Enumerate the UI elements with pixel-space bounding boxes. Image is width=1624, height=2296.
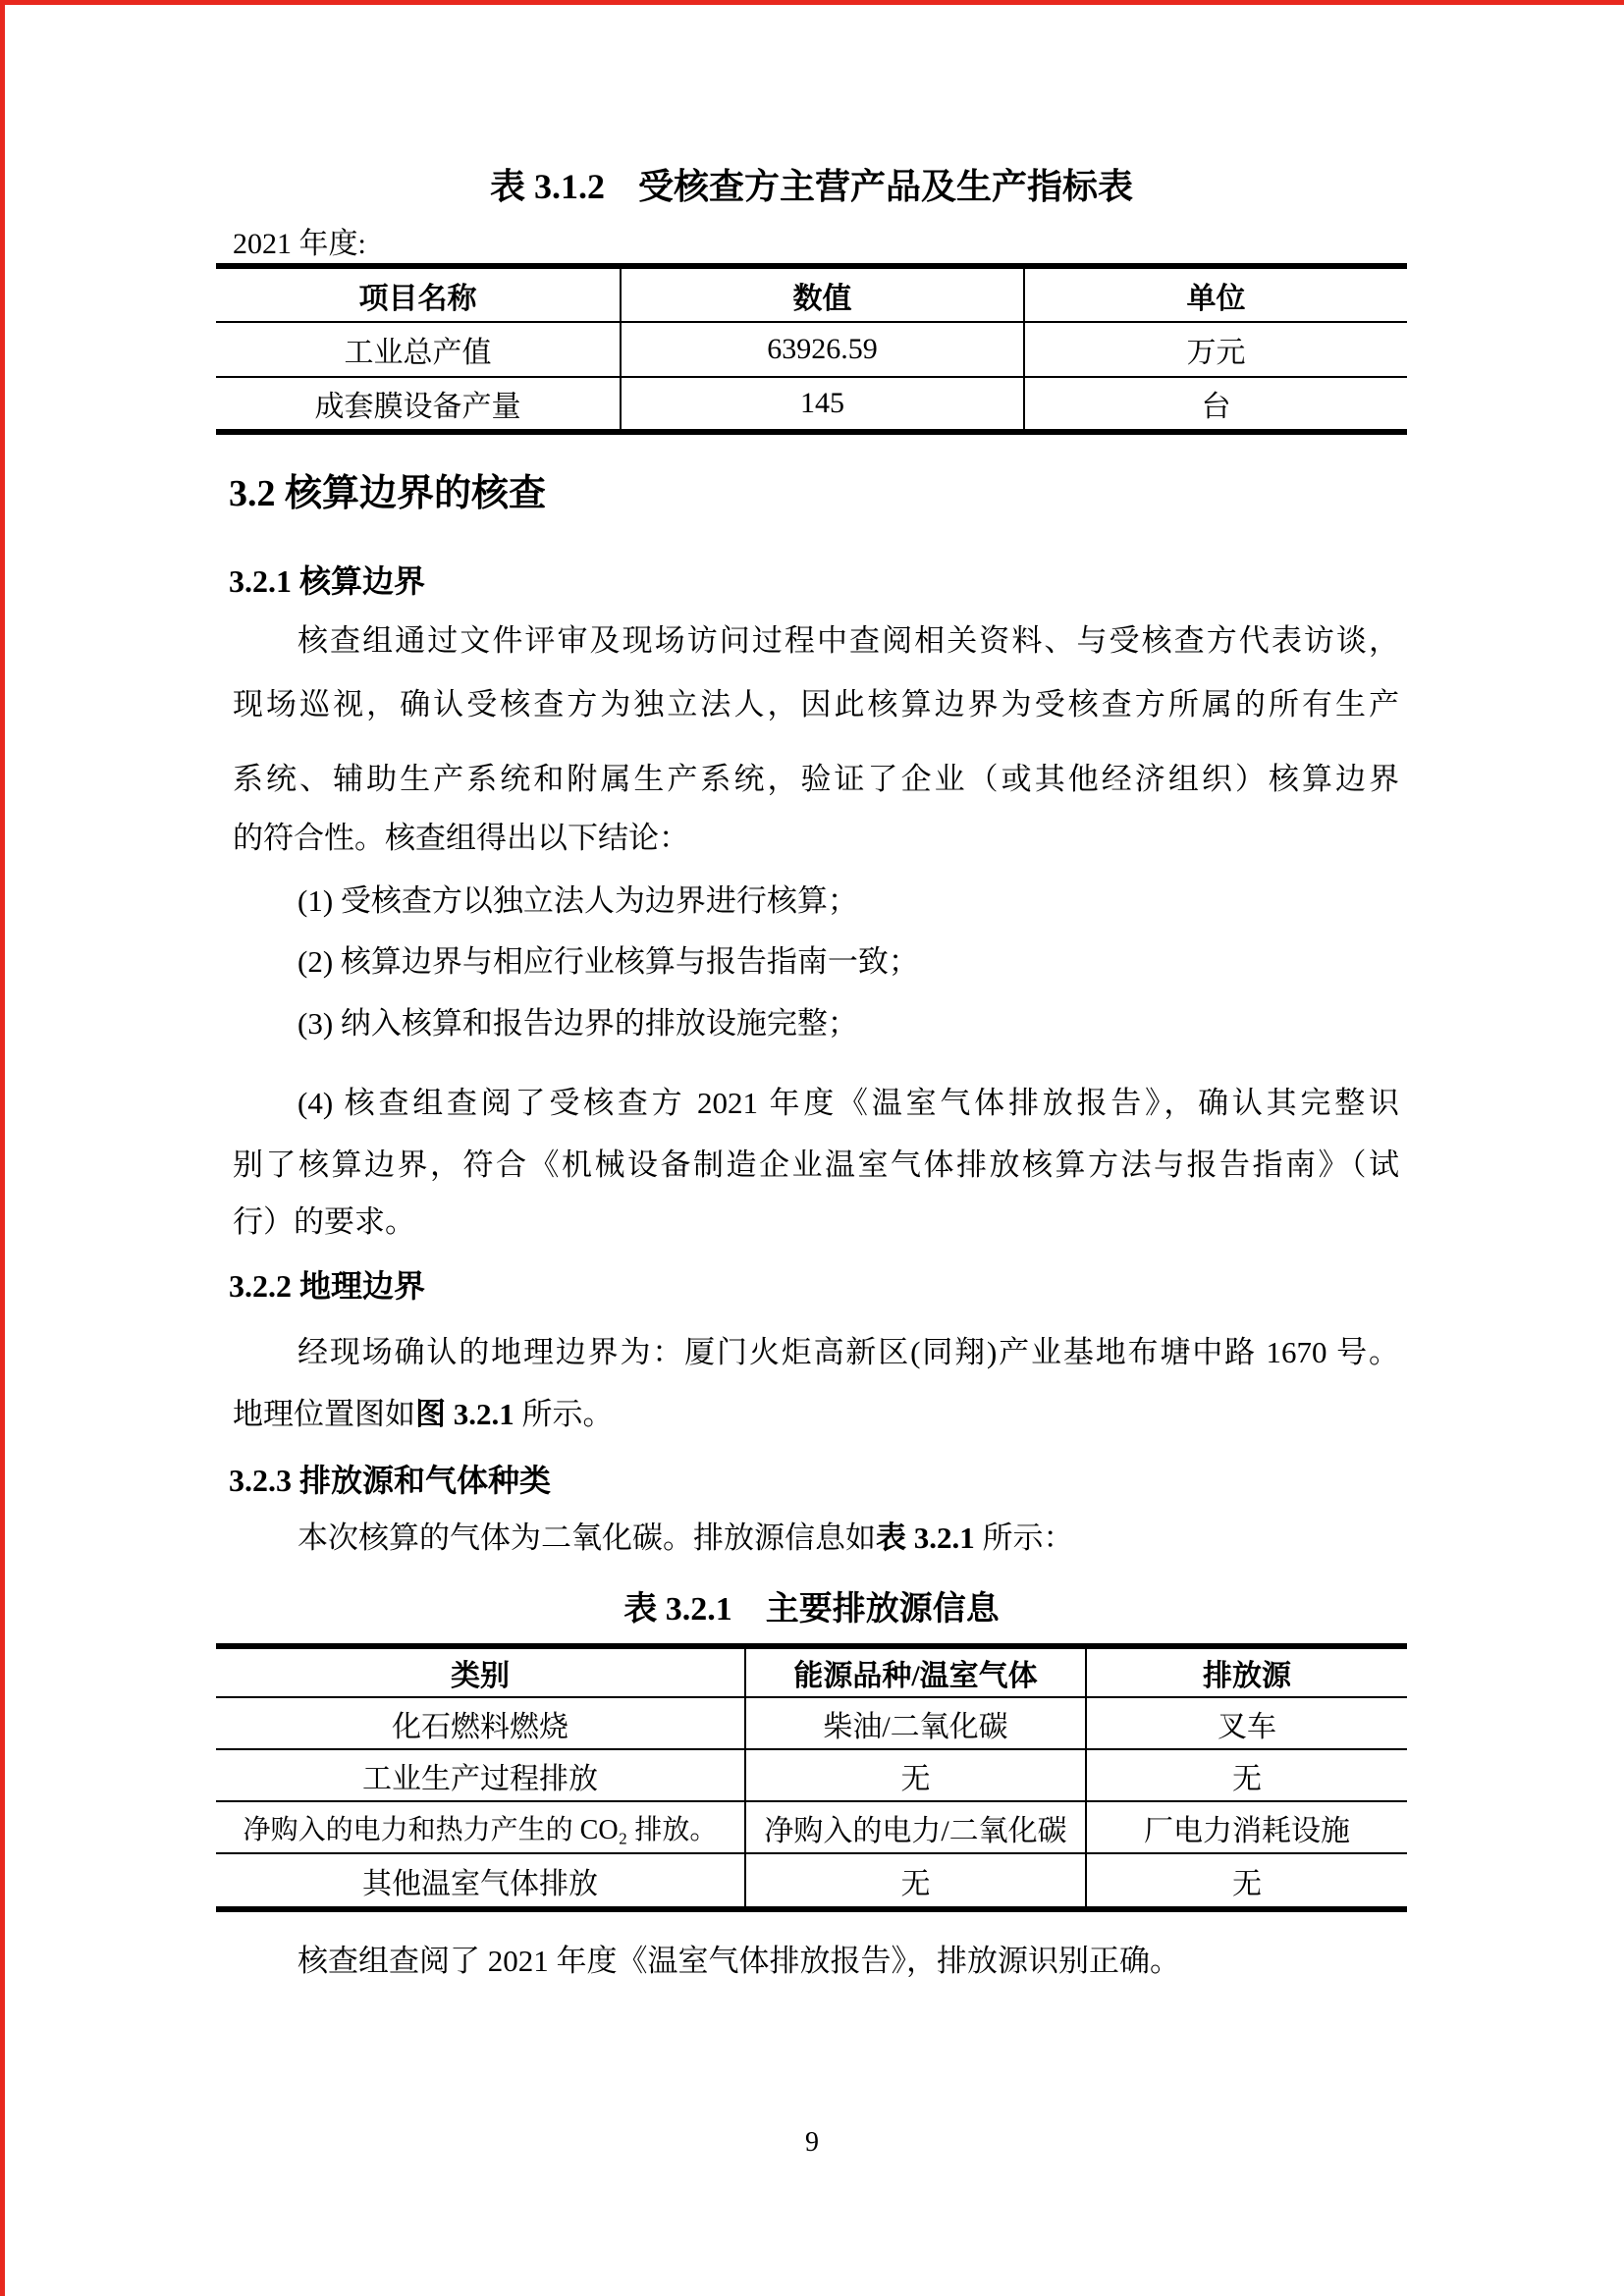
cell: 叉车 — [1086, 1697, 1407, 1749]
table-3-1-2-caption — [216, 165, 1407, 208]
paragraph-line: 的符合性。核查组得出以下结论： — [233, 821, 689, 855]
cell: 其他温室气体排放 — [216, 1853, 745, 1909]
cell: 工业生产过程排放 — [216, 1749, 745, 1801]
table-row — [216, 377, 1407, 432]
list-item-4-line-3: 行）的要求。 — [233, 1204, 415, 1239]
page-number: 9 — [805, 2127, 819, 2158]
column-header: 能源品种/温室气体 — [745, 1646, 1086, 1697]
cell: 万元 — [1024, 322, 1407, 377]
paragraph-line: 现场巡视，确认受核查方为独立法人，因此核算边界为受核查方所属的所有生产 — [233, 687, 1399, 721]
table-3-2-1 — [216, 1643, 1407, 1912]
paragraph-line — [233, 1395, 614, 1434]
red-top-edge-line — [0, 0, 1624, 5]
text-segment: 地理位置图如 — [233, 1397, 415, 1431]
table-3-2-1-caption-title: 主要排放源信息 — [765, 1591, 1000, 1628]
cell: 无 — [745, 1749, 1086, 1801]
paragraph-line: 核查组通过文件评审及现场访问过程中查阅相关资料、与受核查方代表访谈， — [298, 623, 1399, 658]
table-reference: 表 3.2.1 — [876, 1521, 975, 1555]
list-item-1: (1) 受核查方以独立法人为边界进行核算； — [298, 883, 858, 918]
text-segment: 所示。 — [514, 1397, 614, 1431]
table-3-1-2-caption-number: 表 3.1.2 — [489, 167, 605, 206]
cell: 化石燃料燃烧 — [216, 1697, 745, 1749]
closing-paragraph: 核查组查阅了 2021 年度《温室气体排放报告》，排放源识别正确。 — [298, 1944, 1180, 1978]
table-3-2-1-caption-number: 表 3.2.1 — [623, 1591, 732, 1628]
list-item-3: (3) 纳入核算和报告边界的排放设施完整； — [298, 1006, 858, 1041]
cell: 台 — [1201, 391, 1231, 423]
table-row — [216, 1749, 1407, 1801]
table-header-row — [216, 1646, 1407, 1697]
text-segment: 本次核算的气体为二氧化碳。排放源信息如 — [298, 1521, 876, 1555]
section-heading-3-2-2: 3.2.2 地理边界 — [229, 1268, 426, 1304]
cell: 成套膜设备产量 — [216, 377, 621, 432]
table-row — [216, 1801, 1407, 1853]
paragraph-line — [298, 1519, 1074, 1558]
column-header: 类别 — [216, 1646, 745, 1697]
cell: 无 — [745, 1853, 1086, 1909]
cell: 柴油/二氧化碳 — [745, 1697, 1086, 1749]
table-3-2-1-caption — [216, 1588, 1407, 1631]
column-header: 数值 — [621, 266, 1024, 322]
cell: 净购入的电力/二氧化碳 — [745, 1801, 1086, 1853]
table-row — [216, 1853, 1407, 1909]
cell: 工业总产值 — [216, 322, 621, 377]
column-header: 排放源 — [1086, 1646, 1407, 1697]
table-row — [216, 322, 1407, 377]
cell: 无 — [1232, 1867, 1262, 1900]
cell: 净购入的电力和热力产生的 CO₂ 排放。 — [216, 1801, 745, 1853]
table-3-1-2-caption-title: 受核查方主营产品及生产指标表 — [638, 167, 1134, 206]
list-item-4-line-2: 别了核算边界，符合《机械设备制造企业温室气体排放核算方法与报告指南》（试 — [233, 1148, 1399, 1182]
text-segment: 所示： — [974, 1521, 1074, 1555]
cell: 63926.59 — [621, 322, 1024, 377]
list-item-2: (2) 核算边界与相应行业核算与报告指南一致； — [298, 944, 919, 979]
column-header: 项目名称 — [216, 266, 621, 322]
list-item-4-line-1: (4) 核查组查阅了受核查方 2021 年度《温室气体排放报告》，确认其完整识 — [298, 1086, 1399, 1120]
column-header: 单位 — [1024, 266, 1407, 322]
paragraph-line: 经现场确认的地理边界为：厦门火炬高新区(同翔)产业基地布塘中路 1670 号。 — [298, 1335, 1399, 1369]
cell: 145 — [621, 377, 1024, 432]
table-header-row — [216, 266, 1407, 322]
table-row — [216, 1697, 1407, 1749]
year-label: 2021 年度: — [233, 228, 366, 260]
paragraph-line: 系统、辅助生产系统和附属生产系统，验证了企业（或其他经济组织）核算边界 — [233, 762, 1399, 796]
red-left-edge-line — [0, 0, 5, 2296]
figure-reference: 图 3.2.1 — [415, 1397, 514, 1431]
cell: 无 — [1086, 1749, 1407, 1801]
section-heading-3-2: 3.2 核算边界的核查 — [229, 473, 547, 514]
section-heading-3-2-3: 3.2.3 排放源和气体种类 — [229, 1463, 552, 1498]
section-heading-3-2-1: 3.2.1 核算边界 — [229, 563, 426, 599]
table-3-1-2 — [216, 263, 1407, 435]
cell: 厂电力消耗设施 — [1086, 1801, 1407, 1853]
